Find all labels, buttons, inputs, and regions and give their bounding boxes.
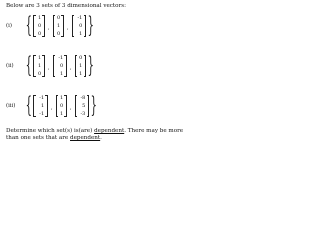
vector-entry: 1 [57,22,61,29]
vector-entry: 0 [37,22,42,29]
vector-entry: 1 [60,95,64,101]
left-brace: { [25,12,32,39]
vector [72,14,86,38]
vector [53,14,64,38]
left-brace: { [25,92,32,119]
vector [33,54,44,78]
vector-entry: 1 [60,110,64,117]
question-text [6,128,196,142]
vector-entry: 5 [82,102,86,109]
vector [33,94,47,118]
question-part3: . [100,135,102,142]
vector [75,54,86,78]
vector-entry: 1 [79,70,83,77]
vector-entry: 0 [37,30,42,37]
vector-entry: 0 [57,30,61,37]
set-label: (i) [6,23,12,29]
vector-set-iii: (iii) { -1 1 -1 , 1 0 1 , -8 5 -3 } [6,92,97,119]
vector-entry: 0 [37,70,42,77]
vector-entry: 1 [40,102,45,109]
set-label: (ii) [6,63,14,69]
vector-entry: -3 [80,110,86,117]
vector-set-i: (i) { 1 0 0 , 0 1 0 , -1 0 1 } [6,12,94,39]
vector-entry: -8 [80,95,86,101]
question-part2: . There may be more than one sets that are [6,128,184,142]
intro-text: Below are 3 sets of 3 dimensional vectors: [6,3,126,9]
vector [33,14,44,38]
vector-entry: 0 [60,62,64,69]
vector [53,54,67,78]
left-brace: { [25,52,32,79]
dependent-term: dependent [70,135,101,142]
question-part1: Determine which set(s) is(are) [6,128,95,134]
vector-entry: 0 [79,55,83,61]
vector-entry: 1 [60,70,64,77]
vector-set-ii: (ii) { 1 1 0 , -1 0 1 , 0 1 1 } [6,52,94,79]
vector-entry: -1 [77,15,83,21]
vector [75,94,89,118]
vector-entry: 1 [79,62,83,69]
vector-entry: -1 [39,95,45,101]
set-label: (iii) [6,103,16,109]
vector-entry: 1 [37,15,42,21]
vector-entry: 1 [37,62,42,69]
vector-entry: 0 [79,22,83,29]
vector-entry: 0 [60,102,64,109]
vector-entry: 0 [57,15,61,21]
vector-entry: 1 [79,30,83,37]
right-brace: } [87,52,94,79]
right-brace: } [90,92,97,119]
vector-entry: 1 [37,55,42,61]
vector-entry: -1 [39,110,45,117]
vector-entry: -1 [58,55,64,61]
dependent-term: dependent [94,128,125,134]
right-brace: } [87,12,94,39]
vector [56,94,67,118]
